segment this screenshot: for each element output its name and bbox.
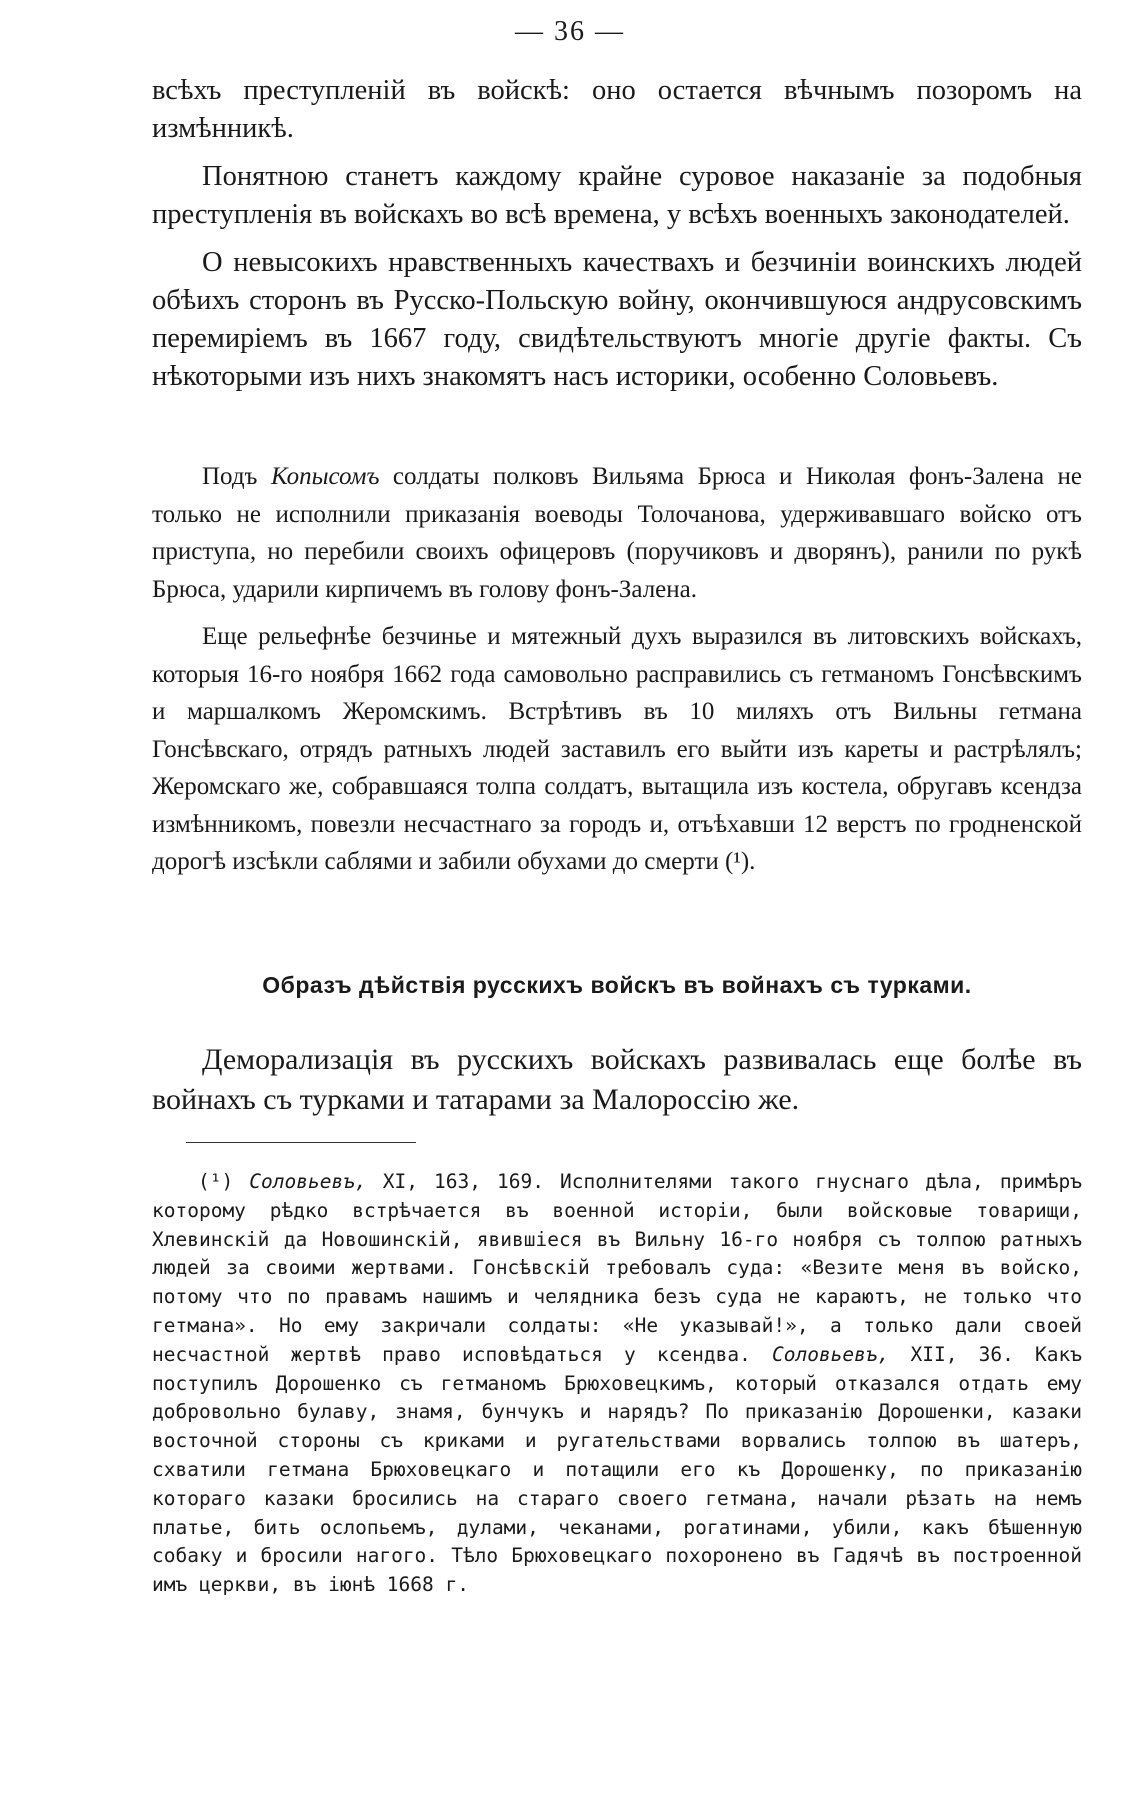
paragraph-kopys: [152, 458, 1082, 608]
section-text: [152, 1040, 1082, 1120]
paragraph-3: О невысокихъ нравственныхъ качествахъ и безчиніи воинскихъ людей обѣихъ сторонъ въ Русско-Польскую войну, окончившуюся андрусовскимъ перемиріемъ въ 1667 году, свидѣтельствуютъ многіе другіе факты. Съ нѣкоторыми изъ нихъ знакомятъ насъ историки, особенно Соловьевъ.: [152, 247, 1082, 392]
footnote-marker: (¹): [198, 1170, 234, 1193]
paragraph-2: Понятною станетъ каждому крайне суровое наказаніе за подобныя преступленія въ войскахъ во всѣ времена, у всѣхъ военныхъ законодателей.: [152, 161, 1082, 230]
place-name: Копысомъ: [270, 463, 380, 490]
paragraph-lithuanian-tail: ).: [740, 848, 756, 875]
main-text: [152, 72, 1082, 406]
paragraph-1: всѣхъ преступленій въ войскѣ: оно остается вѣчнымъ позоромъ на измѣнникѣ.: [152, 75, 1082, 144]
section-heading: Образъ дѣйствія русскихъ войскъ въ войнахъ съ турками.: [262, 972, 972, 998]
footnote-reference: ¹: [733, 848, 741, 875]
footnote-part-1: XI, 163, 169. Исполнителями такого гнуснаго дѣла, примѣръ которому рѣдко встрѣчается въ военной исторіи, были войсковые товарищи, Хлевинскій да Новошинскій, явившіеся въ Вильну 16-го ноября съ толпою ратныхъ людей за своими жертвами. Гонсѣвскій требовалъ суда: «Везите меня въ войско, потому что по правамъ нашимъ и челядника безъ суда не караютъ, не только что гетмана». Но ему закричали солдаты: «Не указывай!», а только дали своей несчастной жертвѣ право исповѣдаться у ксендва.: [152, 1170, 1082, 1366]
footnote-divider: [186, 1142, 416, 1143]
small-text: [152, 458, 1082, 891]
paragraph-kopys-lead: Подъ: [202, 463, 271, 490]
paragraph-lithuanian: [152, 618, 1082, 881]
footnote-paragraph: [152, 1168, 1082, 1600]
section-paragraph: Деморализація въ русскихъ войскахъ развивалась еще болѣе въ войнахъ съ турками и татарами за Малороссію же.: [152, 1043, 1082, 1116]
footnote-part-2: XII, 36. Какъ поступилъ Дорошенко съ гетманомъ Брюховецкимъ, который отказался отдать ему добровольно булаву, знамя, бунчукъ и нарядъ? По приказанію Дорошенки, казаки восточной стороны съ криками и ругательствами ворвались толпою въ шатеръ, схватили гетмана Брюховецкаго и потащили его къ Дорошенку, по приказанію котораго казаки бросились на стараго своего гетмана, начали рѣзать на немъ платье, бить ослопьемъ, дулами, чеканами, рогатинами, убили, какъ бѣшенную собаку и бросили нагого. Тѣло Брюховецкаго похоронено въ Гадячѣ въ построенной имъ церкви, въ іюнѣ 1668 г.: [152, 1342, 1082, 1597]
paragraph-lithuanian-text: Еще рельефнѣе безчинье и мятежный духъ выразился въ литовскихъ войскахъ, которыя 16-го ноября 1662 года самовольно расправились съ гетманомъ Гонсѣвскимъ и маршалкомъ Жеромскимъ. Встрѣтивъ въ 10 миляхъ отъ Вильны гетмана Гонсѣвскаго, отрядъ ратныхъ людей заставилъ его выйти изъ кареты и растрѣлялъ; Жеромскаго же, собравшаяся толпа солдатъ, вытащила изъ костела, обругавъ ксендза измѣнникомъ, повезли несчастнаго за городъ и, отъѣхавши 12 верстъ по гродненской дорогѣ изсѣкли саблями и забили обухами до смерти (: [152, 623, 1082, 875]
footnote: [152, 1168, 1082, 1600]
paragraph-kopys-rest: солдаты полковъ Вильяма Брюса и Николая фонъ-Залена не только не исполнили приказанія воеводы Толочанова, удерживавшаго войско отъ приступа, но перебили своихъ офицеровъ (поручиковъ и дворянъ), ранили по рукѣ Брюса, ударили кирпичемъ въ голову фонъ-Залена.: [152, 463, 1082, 603]
page-number: — 36 —: [515, 16, 625, 47]
footnote-author-1: Соловьевъ,: [249, 1170, 367, 1193]
footnote-author-2: Соловьевъ,: [771, 1342, 890, 1366]
